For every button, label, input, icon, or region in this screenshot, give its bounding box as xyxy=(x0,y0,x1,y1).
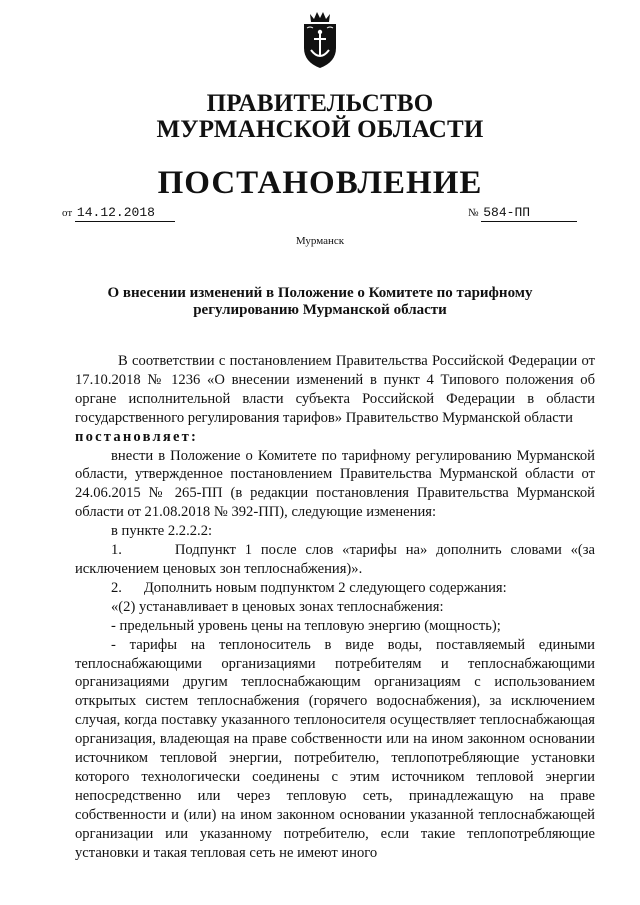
title-line2: регулированию Мурманской области xyxy=(193,302,447,318)
paragraph-tariffs: - тарифы на теплоноситель в виде воды, поставляемый едиными теплоснабжающими организациями потребителям и теплоснабжающими организациями другим теплоснабжающим организациям с использованием открытых систем теплоснабжения (горячего водоснабжения), за исключением случая, когда поставку указанного теплоносителя осуществляет теплоснабжающая организация, владеющая на праве собственности или на ином законном основании источником тепловой энергии, потребителю, теплопотребляющие установки которого технологически соединены с этим источником тепловой энергии непосредственно или через тепловую сеть, принадлежащую на праве собственности и (или) на ином законном основании указанной теплоснабжающей организации или указанному потребителю, если такие теплопотребляющие установки и такая тепловая сеть не имеют иного xyxy=(75,636,595,861)
paragraph-price-limit: - предельный уровень цены на тепловую энергию (мощность); xyxy=(111,617,501,634)
document-body xyxy=(75,352,595,862)
paragraph-item-1: 1. Подпункт 1 после слов «тарифы на» дополнить словами «(за исключением ценовых зон теплоснабжения)». xyxy=(75,542,595,577)
document-title xyxy=(80,285,560,319)
paragraph-clause: в пункте 2.2.2.2: xyxy=(111,523,213,540)
paragraph-quote-start: «(2) устанавливает в ценовых зонах теплоснабжения: xyxy=(111,598,444,615)
date-value: 14.12.2018 xyxy=(76,205,155,220)
decree-number xyxy=(468,205,577,222)
murmansk-coat-of-arms-emblem xyxy=(296,10,344,70)
paragraph-amend: внести в Положение о Комитете по тарифному регулированию Мурманской области, утвержденное постановлением Правительства Мурманской области от 24.06.2015 № 265-ПП (в редакции постановления Правительства Мурманской области от 21.08.2018 № 392-ПП), следующие изменения: xyxy=(75,447,595,521)
title-line1: О внесении изменений в Положение о Комитете по тарифному xyxy=(107,285,533,301)
date-prefix: от xyxy=(62,207,73,219)
decides-keyword: постановляет: xyxy=(75,428,199,445)
city-name: Мурманск xyxy=(295,235,345,247)
number-value: 584-ПП xyxy=(483,205,531,220)
decree-date xyxy=(62,205,175,222)
government-name-line2: МУРМАНСКОЙ ОБЛАСТИ xyxy=(156,116,484,143)
government-name-line1: ПРАВИТЕЛЬСТВО xyxy=(206,90,434,117)
document-type-heading: ПОСТАНОВЛЕНИЕ xyxy=(157,165,483,201)
number-prefix: № xyxy=(468,207,479,219)
paragraph-item-2: 2. Дополнить новым подпунктом 2 следующего содержания: xyxy=(111,579,507,596)
intro-paragraph: В соответствии с постановлением Правительства Российской Федерации от 17.10.2018 № 1236 «О внесении изменений в пункт 4 Типового положения об органе исполнительной власти субъекта Российской Федерации в области государственного регулирования тарифов» Правительство Мурманской области xyxy=(75,353,595,426)
